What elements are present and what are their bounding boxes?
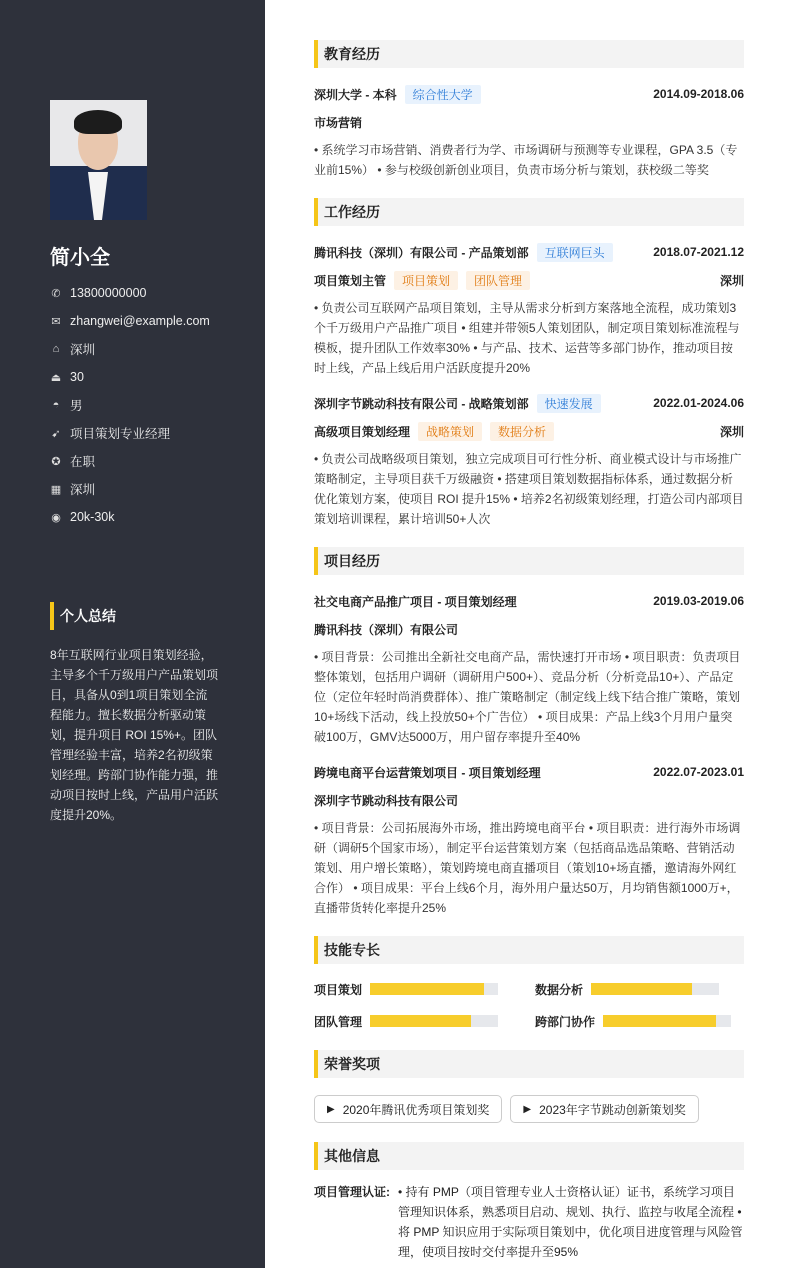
other-label: 项目管理认证: <box>314 1185 390 1199</box>
awards-list <box>314 1095 744 1123</box>
school-tag: 综合性大学 <box>405 85 481 104</box>
work-heading: 工作经历 <box>314 198 744 226</box>
company-tag: 互联网巨头 <box>537 243 613 262</box>
skill-item <box>314 1005 535 1037</box>
summary-text: 8年互联网行业项目策划经验，主导多个千万级用户产品策划项目，具备从0到1项目策划全流程能力。擅长数据分析驱动策划，提升项目 ROI 15%+。团队管理经验丰富，培养2名初级策划经理。跨部门协作能力强，推动项目按时上线，产品用户活跃度提升20%。 <box>50 648 219 822</box>
avatar-photo <box>50 100 147 220</box>
school: 深圳大学 - 本科 <box>314 87 397 102</box>
skill-item <box>535 1005 744 1037</box>
contact-city <box>50 475 210 503</box>
role-tag: 项目策划 <box>394 271 458 290</box>
phone-icon: ✆ <box>51 287 61 300</box>
work-role-row <box>314 266 744 294</box>
contact-text: 项目策划专业经理 <box>70 427 171 441</box>
skills-heading: 技能专长 <box>314 936 744 964</box>
triangle-right-icon: ▶ <box>523 1103 532 1115</box>
sidebar <box>0 0 265 1268</box>
date: 2022.07-2023.01 <box>653 765 744 779</box>
skill-bar-fill <box>591 983 692 995</box>
role-tag: 团队管理 <box>466 271 530 290</box>
status-icon: ✪ <box>51 455 61 468</box>
company-tag: 快速发展 <box>537 394 601 413</box>
project-desc: • 项目背景：公司推出全新社交电商产品，需快速打开市场 • 项目职责：负责项目整体策划，包括用户调研（调研用户500+）、竞品分析（分析竞品10+）、产品定位（定位年轻时尚消费群体）、推广策略制定（制定线上线下结合推广策略，策划10+场线下活动，线上投放50+个广告位） • 项目成果：产品上线3个月用户量突破100万，GMV达5000万，用户留存率提升至40% <box>314 650 741 744</box>
project-row <box>314 587 744 615</box>
project-row <box>314 758 744 786</box>
project-name: 社交电商产品推广项目 - 项目策划经理 <box>314 594 517 609</box>
skill-name: 跨部门协作 <box>535 1014 596 1029</box>
skill-bar <box>591 983 719 995</box>
candidate-name: 简小全 <box>50 247 110 269</box>
date: 2014.09-2018.06 <box>653 87 744 101</box>
skill-bar-fill <box>370 983 484 995</box>
contact-gender <box>50 391 210 419</box>
contact-home <box>50 335 210 363</box>
date: 2022.01-2024.06 <box>653 396 744 410</box>
project-company: 深圳字节跳动科技有限公司 <box>314 793 459 808</box>
contact-phone <box>50 279 210 307</box>
contact-text: 20k-30k <box>70 510 115 524</box>
major: 市场营销 <box>314 115 363 130</box>
skills-grid <box>314 973 744 1037</box>
summary-heading: 个人总结 <box>50 602 116 630</box>
role-tag: 战略策划 <box>418 422 482 441</box>
date: 2019.03-2019.06 <box>653 594 744 608</box>
contact-text: 男 <box>70 399 83 413</box>
skill-bar <box>370 1015 498 1027</box>
home-icon: ⌂ <box>52 343 60 355</box>
contact-salary <box>50 503 210 531</box>
mail-icon: ✉ <box>51 315 61 328</box>
skill-name: 团队管理 <box>314 1014 363 1029</box>
award-text: 2020年腾讯优秀项目策划奖 <box>342 1102 490 1117</box>
award-text: 2023年字节跳动创新策划奖 <box>539 1102 686 1117</box>
contact-list <box>50 279 210 531</box>
skill-item <box>535 973 744 1005</box>
education-heading: 教育经历 <box>314 40 744 68</box>
other-text: • 持有 PMP（项目管理专业人士资格认证）证书，系统学习项目管理知识体系，熟悉项目启动、规划、执行、监控与收尾全流程 • 将 PMP 知识应用于实际项目策划中，优化项目进度管理与风险管理，使项目按时交付率提升至95% <box>398 1185 743 1259</box>
project-company: 腾讯科技（深圳）有限公司 <box>314 622 459 637</box>
city: 深圳 <box>719 273 744 288</box>
education-row <box>314 80 744 108</box>
work-company-row <box>314 238 744 266</box>
triangle-right-icon: ▶ <box>327 1103 335 1115</box>
skill-bar <box>370 983 498 995</box>
company: 深圳字节跳动科技有限公司 - 战略策划部 <box>314 396 529 411</box>
role: 项目策划主管 <box>314 273 387 288</box>
work-role-row <box>314 417 744 445</box>
contact-position <box>50 419 210 447</box>
work-desc: • 负责公司战略级项目策划，独立完成项目可行性分析、商业模式设计与市场推广策略制定，主导项目获千万级融资 • 搭建项目策划数据指标体系，通过数据分析优化策划方案，使项目 ROI 提升15% • 培养2名初级策划经理，打造公司内部项目策划培训课程，累计培训50+人次 <box>314 452 744 526</box>
contact-text: 30 <box>70 370 84 384</box>
city-icon: ▦ <box>50 483 62 496</box>
work-company-row <box>314 389 744 417</box>
position-icon: ➹ <box>51 427 61 440</box>
contact-status <box>50 447 210 475</box>
skill-bar-fill <box>603 1015 716 1027</box>
skill-bar <box>603 1015 731 1027</box>
skill-item <box>314 973 535 1005</box>
contact-age <box>50 363 210 391</box>
project-name: 跨境电商平台运营策划项目 - 项目策划经理 <box>314 765 541 780</box>
date: 2018.07-2021.12 <box>653 245 744 259</box>
skill-bar-fill <box>370 1015 471 1027</box>
main-content <box>314 40 744 1262</box>
awards-heading: 荣誉奖项 <box>314 1050 744 1078</box>
company: 腾讯科技（深圳）有限公司 - 产品策划部 <box>314 245 529 260</box>
skill-name: 项目策划 <box>314 982 363 997</box>
contact-text: 深圳 <box>70 483 96 497</box>
education-desc: • 系统学习市场营销、消费者行为学、市场调研与预测等专业课程，GPA 3.5（专业前15%） • 参与校级创新创业项目，负责市场分析与策划，获校级二等奖 <box>314 143 738 177</box>
award-chip <box>314 1095 502 1123</box>
contact-text: zhangwei@example.com <box>70 314 210 328</box>
other-heading: 其他信息 <box>314 1142 744 1170</box>
role-tag: 数据分析 <box>490 422 554 441</box>
award-chip <box>510 1095 698 1123</box>
salary-icon: ◉ <box>51 511 61 524</box>
contact-text: 13800000000 <box>70 286 147 300</box>
project-desc: • 项目背景：公司拓展海外市场，推出跨境电商平台 • 项目职责：进行海外市场调研（调研5个国家市场），制定平台运营策划方案（包括商品选品策略、营销活动策划、用户增长策略），策划跨境电商直播项目（策划10+场直播，邀请海外网红合作） • 项目成果：平台上线6个月，海外用户量达50万，月均销售额1000万+，直播带货转化率提升25% <box>314 821 741 915</box>
work-desc: • 负责公司互联网产品项目策划，主导从需求分析到方案落地全流程，成功策划3个千万级用户产品推广项目 • 组建并带领5人策划团队，制定项目策划标准流程与模板，提升团队工作效率30% • 与产品、技术、运营等多部门协作，推动项目按时上线，产品上线后用户活跃度提升20% <box>314 301 740 375</box>
gender-icon: ◓ <box>52 399 60 411</box>
role: 高级项目策划经理 <box>314 424 411 439</box>
contact-email <box>50 307 210 335</box>
other-info <box>314 1182 744 1262</box>
age-icon: ⏏ <box>50 371 62 384</box>
projects-heading: 项目经历 <box>314 547 744 575</box>
contact-text: 深圳 <box>70 343 96 357</box>
skill-name: 数据分析 <box>535 982 584 997</box>
city: 深圳 <box>719 424 744 439</box>
contact-text: 在职 <box>70 455 96 469</box>
